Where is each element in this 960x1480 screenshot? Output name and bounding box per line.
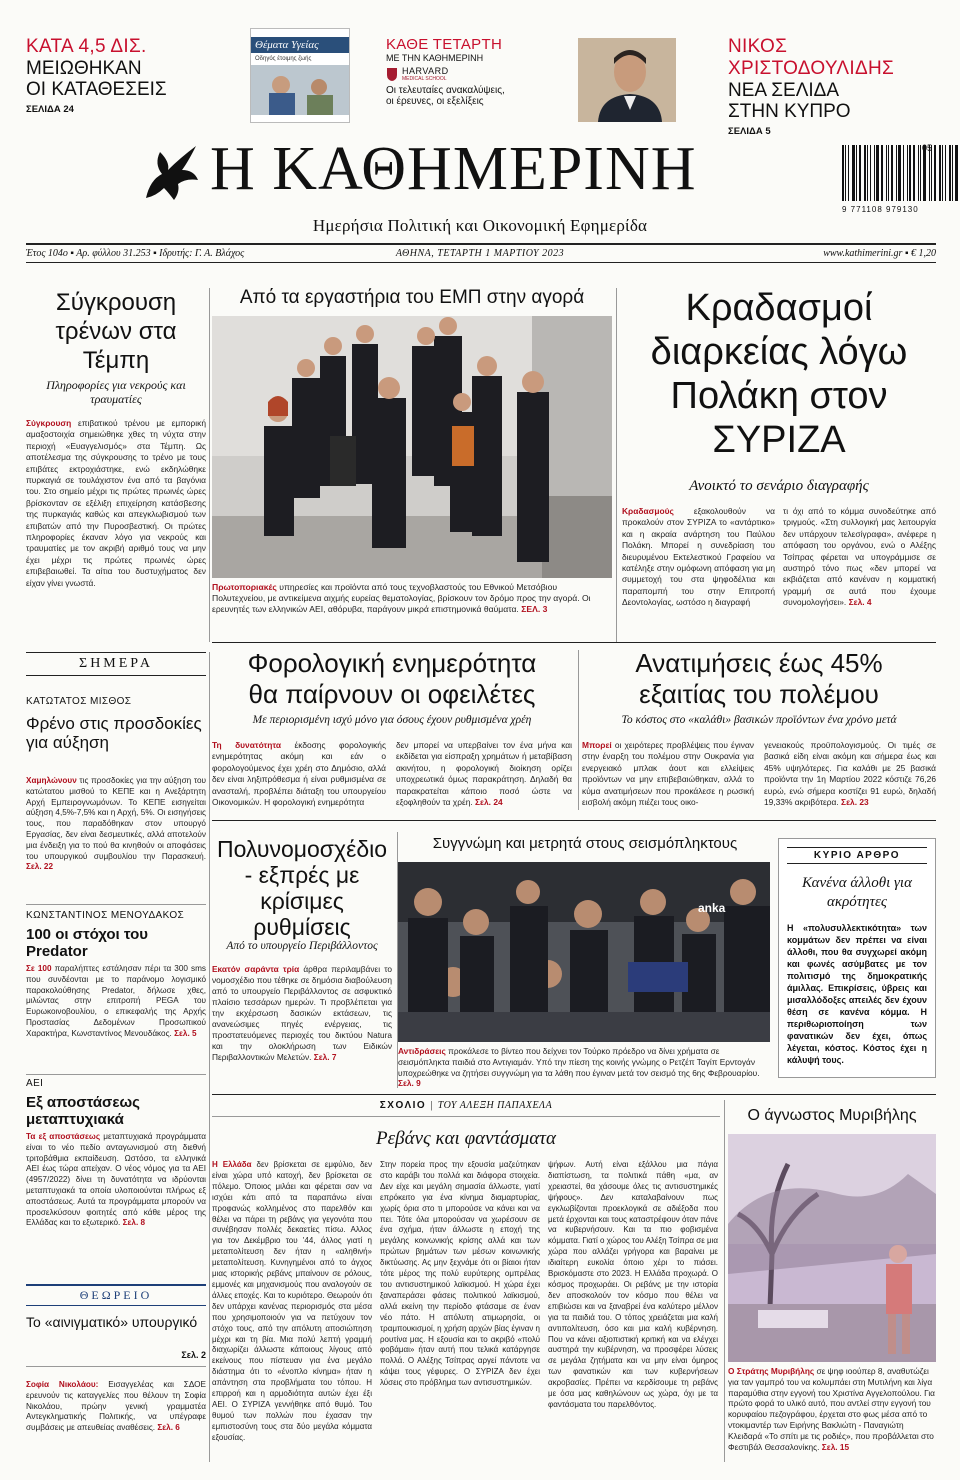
myrivilis-caption-lead: Ο Στράτης Μυριβήλης [728,1366,815,1376]
s3-body [26,1132,206,1270]
teaser-right-page: ΣΕΛΙΔΑ 5 [728,126,771,137]
bill-page[interactable]: Σελ. 7 [313,1052,337,1062]
myrivilis-image [728,1134,936,1362]
s2-text: παραλήπτες εστάλησαν πέρι τα 300 sms που συνδέονται με το παράνομο λογισμικό παρακολούθησης Predator, δήλωσε χθες, μιλώντας στην επιτροπή PEGA του Ευρωκοινοβουλίου, ο επικεφαλής της Αρχής Προστασίας Δεδομένων Προσωπικού Χαρακτήρα, Κωνσταντίνος Μενουδάκος. [26,964,206,1038]
info-left: Έτος 104ο ▪ Αρ. φύλλου 31.253 ▪ Ιδρυτής: Γ. Α. Βλάχος [26,248,245,259]
barcode-bar [867,145,868,201]
comment-col3-text: ψήφων. Αυτή είναι εξάλλου μια πάγια διαπίστωση, τα πολιτικά πάθη «μα, αν χρειαστεί, θα χάσουμε όλες τις αντισυστημικές ψήφους». Δεν καταλαβαίνουν πως εγκλωβίζονται προεκλογικά σε αδιέξοδα που μετά έρχονται και τους καταστρέφουν όταν πάνε να κυβερνήσουν. Και τα πιο φοβισμένα κόμματα. Γιατί ο χώρος του Αλέξη Τσίπρα σε μια χώρα που αλλάζει γρήγορα και βαραίνει με ιδιαίτερη ευκολία όποιο χέρι το πιάσει. Βρισκόμαστε στο 2023. Η Ελλάδα προχωρά. Ο κόσμος προχωράει. Οι ρεβάνς με την ιστορία δεν αποσκολούν τον κόσμο που θέλει να επιβιώσει και να ξαναβρεί ένα καλύτερο μέλλον για τα παιδιά του. Ο τόπος χρειάζεται μια καλή αντιπολίτευση, όσο και μια καλή κυβέρνηση. Που να κάνει αξιοπιστική κριτική και να ελέγχει αυστηρά την κυβέρνηση, να προσφέρει λύσεις σε μεγάλα ζητήματα και να μην είναι όμηρος των φανατικών και των κυβερνήσεων ακροβασίες. Πρέπει να κερδίσουμε τη ρεβάνς με όσα μας καθηλώνουν ως χώρα, όχι με τα φαντάσματα του παρελθόντος. [548,1160,718,1409]
info-date: ΑΘΗΝΑ, ΤΕΤΑΡΤΗ 1 ΜΑΡΤΙΟΥ 2023 [395,248,565,259]
polakis-col2 [783,506,936,640]
prices-deck: Το κόστος στο «καλάθι» βασικών προϊόντων ένα χρόνο μετά [621,714,897,726]
tax-page[interactable]: Σελ. 24 [475,797,503,808]
teaser-middle-line1: Οι τελευταίες ανακαλύψεις, [386,85,505,96]
s3-lead: Τα εξ αποστάσεως [26,1132,101,1141]
barcode-bar [842,145,844,201]
tax-headline-2: θα παίρνουν οι οφειλέτες [248,679,536,709]
barcode-bar [907,145,908,201]
barcode-bar [881,145,883,201]
editorial-headline: Κανένα άλλοθι για ακρότητες [802,875,912,910]
tax-deck: Με περιορισμένη ισχύ μόνο για όσους έχουν ρυθμισμένα χρέη [252,714,532,726]
teaser-right[interactable] [728,36,938,137]
barcode-bar [945,145,946,201]
emp-caption-lead: Πρωτοποριακές [212,582,277,592]
barcode-bar [848,145,849,201]
s3-text: μεταπτυχιακά προγράμματα είναι το νέο πεδίο ανταγωνισμού στη διεθνή τριτοβάθμια εκπαίδευση. Ωστόσο, τα ελληνικά ΑΕΙ έως τώρα απείχαν. Ο νέος νόμος για τα ΑΕΙ (4957/2022) δίνει τη δυνατότητα να ιδρύονται μεταπτυχιακά τα οποία υλοποιούνται πλήρως εξ αποστάσεως. Αυτά τα προγράμματα μπορούν να προσελκύσουν φοιτητές από κάθε μέρος της Ελλάδας και το εξωτερικό. [26,1132,206,1228]
prices-headline-2: εξαιτίας του πολέμου [639,679,879,709]
barcode [838,145,936,230]
tax-col2 [396,740,572,810]
s4-page[interactable]: Σελ. 2 [181,1350,206,1360]
comment-author: ΤΟΥ ΑΛΕΞΗ ΠΑΠΑΧΕΛΑ [437,1100,553,1111]
bill-headline[interactable]: Πολυνομοσχέδιο - εξπρές με κρίσιμες ρυθμίσεις [216,836,388,940]
s1-text: τις προσδοκίες για την αύξηση του κατώτατου μισθού το ΚΕΠΕ και η Ανεξάρτητη Αρχή Εμπειρογνωμόνων. Το ΚΕΠΕ εισηγείται αύξηση 4,5%-7,5% και η Αρχή, 5%. Οι εισηγήσεις τους, που παραδόθηκαν στον υπουργό Εργασίας, δεν είναι δεσμευτικές, αλλά αποτελούν μια ένδειξη για το πού θα κινηθούν οι αποφάσεις του υπουργικού συμβουλίου την Παρασκευή. [26,776,206,861]
teaser-middle-red: ΚΑΘΕ ΤΕΤΑΡΤΗ [386,36,503,53]
tax-col2-text: δεν μπορεί να υπερβαίνει τον ένα μήνα και εκδίδεται για είσπραξη χρημάτων ή μεταβίβαση ακινήτου, η φορολογική διοίκηση ορίζει υποχρεωτικά όμως παρακράτηση. Δηλαδή θα παρακρατείται κάποιο ποσό ώστε να εξοφληθούν τα χρέη. [396,740,572,808]
quake-caption [398,1046,770,1089]
tempi-text: επιβατικού τρένου με εμπορική αμαξοστοιχία σημειώθηκε χθες τη νύχτα στην περιοχή «Ευαγγελισμός» στα Τέμπη. Ως αποτέλεσμα της σύγκρουσης το τρένο με τους επιβάτες εκτροχιάστηκε, ενώ εκδηλώθηκε πυρκαγιά σε τουλάχιστον ένα από τα βαγόνια του. Στο σημείο μέχρι τις πρώτες πρωινές ώρες βρίσκονταν σε εξέλιξη επιχείρηση κατάσβεσης της πυρκαγιάς καθώς και απεγκλωβισμού των επιβατών από την Πυροσβεστική. Οι πρώτες πληροφορίες έκαναν λόγο για νεκρούς και τραυματίες με τον ακριβή αριθμό τους να μην έχει μέχρι τις πρώτες πρωινές ώρες επιβεβαιωθεί. Τα αίτια του δυστυχήματος δεν είχαν γίνει γνωστά. [26,418,206,588]
quake-caption-page[interactable]: Σελ. 9 [398,1078,421,1089]
bill-body [212,964,392,1084]
emp-caption [212,582,612,615]
barcode-bar [942,145,943,201]
teaser-middle[interactable] [386,36,556,107]
barcode-bar [856,145,857,201]
barcode-bar [918,145,919,201]
myrivilis-title[interactable]: Ο άγνωστος Μυριβήλης [747,1107,917,1124]
teaser-middle-small: ΜΕ ΤΗΝ ΚΑΘΗΜΕΡΙΝΗ [386,53,484,63]
comment-kicker-row: ΣΧΟΛΙΟ | ΤΟΥ ΑΛΕΞΗ ΠΑΠΑΧΕΛΑ [379,1100,553,1111]
barcode-bar [913,145,915,201]
tax-lead: Τη δυνατότητα [212,740,281,750]
barcode-bar [870,145,871,201]
barcode-bar [929,145,930,201]
tempi-body [26,418,206,640]
magazine-text: Οδηγός έτοιμης ζωής [255,56,312,62]
myrivilis-caption [728,1366,936,1452]
barcode-bar [845,145,846,201]
s1-lead: Χαμηλώνουν [26,776,77,785]
magazine-title: Θέματα Υγείας [251,37,349,53]
magazine-photo [251,65,350,115]
magazine-cover[interactable] [250,28,350,123]
comment-col2-text: Στην πορεία προς την εξουσία μαζεύτηκαν στο καράβι του πολλά και διάφορα στοιχεία. Δεν είχε και μεγάλη σημασία άλλωστε, γιατί επρόκειτο για ένα κίνημα διαμαρτυρίας, χωρίς όρια στο τι μπορούσε να κάνει και να πει. Τότε όλα μπορούσαν να χωρέσουν σε ένα σχήμα, ήταν άλλωστε η εποχή της μεγάλης κοινωνικής κρίσης αλλά και των πρώτων βημάτων των μέσων κοινωνικής δικτύωσης. Ας μην ξεχνάμε ότι οι βίαιοι ήταν τότε μέρος της πολύ ευρύτερης ομπρέλας του αντισυστημικού λαϊκισμού. Η χώρα έχει ξαναπεράσει φάσεις πολιτικού λαϊκισμού, αλλά εκείνη την περίοδο φτάσαμε σε έναν νέο πάτο. Η απόλυτη ατιμωρησία, οι τραμπουκισμοί, η χρήση αρχών βίας έγιναν η ρουτίνα μας. Η εξουσία και το ακριβό «πολύ φοβάμαι» ήταν αυτή που τελικά κατάργησε πολλά. Ο Αλέξης Τσίπρας αργεί πάντοτε να κάψει τους γέφυρες. Ο ΣΥΡΙΖΑ δεν έχει λύσεις στο πρόβλημα των αντισυστημικών. [380,1160,540,1388]
barcode-bar [876,145,879,201]
prices-col1 [582,740,754,810]
barcode-bar [891,145,893,201]
tax-headline-1: Φορολογική ενημερότητα [247,648,537,678]
today-label: ΣΗΜΕΡΑ [26,652,206,676]
prices-lead: Μπορεί [582,740,612,750]
comment-col3 [548,1160,718,1460]
s2-kicker: ΚΩΝΣΤΑΝΤΙΝΟΣ ΜΕΝΟΥΔΑΚΟΣ [26,910,185,921]
barcode-bar [888,145,889,201]
emp-title[interactable]: Από τα εργαστήρια του ΕΜΠ στην αγορά [239,287,585,308]
s5-text: Εισαγγελέας και ΣΔΟΕ ερευνούν τις καταγγελίες που θέλουν τη Σοφία Νικολάου, πρώην γενική γραμματέα Αντεγκληματικής Πολιτικής, να υπέγραφε συμβάσεις με απευθείας αναθέσεις. [26,1380,206,1433]
polakis-col1 [622,506,775,640]
s2-body [26,964,206,1064]
s2-headline[interactable]: 100 οι στόχοι του Predator [26,926,149,960]
comment-kicker: ΣΧΟΛΙΟ [379,1100,427,1111]
barcode-bar [886,145,887,201]
polakis-col1-text: εξακολουθούν να προκαλούν στον ΣΥΡΙΖΑ το «αντάρτικο» και η ακραία ανάρτηση του Παύλου Πολάκη. Μπορεί η συνεδρίαση του διευρυμένου Εκτελεστικού Γραφείου να κατέληξε στην ομόφωνη απόφαση για μη συμμετοχή του στα ψηφοδέλτια και παραπομπή του στην Επιτροπή Δεοντολογίας, ωστόσο η διαγραφή [622,506,775,608]
comment-lead: Η Ελλάδα [212,1160,252,1169]
s3-page[interactable]: Σελ. 8 [122,1218,146,1228]
quake-title[interactable]: Συγγνώμη και μετρητά στους σεισμόπληκτους [432,835,738,852]
info-right[interactable]: www.kathimerini.gr ▪ € 1,20 [823,248,936,259]
masthead-title[interactable]: Η ΚΑΘΗΜΕΡΙΝΗ [210,135,697,203]
polakis-col2-text: τι όχι από το κόμμα συνοδεύτηκε από τριγμούς. «Στη συλλογική μας λειτουργία δεν υπάρχουν τελεσίγραφα», ανέφερε η απόφαση του οργάνου, ενώ ο Αλέξης Τσίπρας φέρεται να υπογράμμισε σε αυστηρό τόνο πως «δεν μπορεί να εκβιάζεται από κανέναν η κομματική γραμμή σε αυτά που έχουμε συνομολογήσει». [783,506,936,608]
myrivilis-caption-text: σε ψηφ ιοούπερ 8, αναθυτώζει για ταν γαμπρό του να κολυμπάει στη Μυτιλήνη και λίγα παραμύθια στην εγγονή του Χριστίνα Αγγελοπούλου. Για πρώτο φορά το υλικό αυτό, που αντλεί στην εγγονή του κορυφαίου πεζογράφου, έρχεται στο φως μέσα από το ντοκιμαντέρ των Ειρήνης Βακλιώτη - Παναγιώτη Κλειδαρά «Το σπίτι με τις ροδιές», που προβάλλεται στο Φεστιβάλ Θεσσαλονίκης. [728,1366,935,1452]
griffin-logo-icon [140,140,202,206]
emp-photo[interactable] [212,316,612,578]
barcode-bar [920,145,921,201]
prices-headline-1: Ανατιμήσεις έως 45% [635,648,883,678]
tempi-lead: Σύγκρουση [26,418,72,428]
polakis-deck: Ανοικτό το σενάριο διαγραφής [689,478,869,494]
comment-col1-text: δεν βρίσκεται σε εμφύλιο, δεν είναι χώρα υπό κατοχή, δεν βρίσκεται σε πόλεμο. Όποιος μιλάει και φέρεται σαν να ισχύει κάτι από τα παραπάνω είναι προφανώς κολλημένος στο παρελθόν και θέλει να πάρει τη ρεβάνς για γεγονότα που συνέβησαν πολλές δεκαετίες πίσω. Αλλος για τον Δεκέμβριο του '44, άλλος γιατί η μεταπολίτευση δεν ήταν η «αληθινή» μεταπολίτευση. Κυνηγημένοι από το άγχος μιας ιστορικής ρεβάνς μπαίνουν σε ρόλους, εμμονές και μηχανισμούς που αναλογούν σε άλλες εποχές. Και το κυριότερο. Θεωρούν ότι δεν υπάρχει κανένας περιορισμός στα μέσα που χρησιμοποιούν για να πετύχουν τον στόχο τους, από την απόλυτη αποσιώπηση μέχρι και τη βία. Μια πολύ λεπτή γραμμή διαχωρίζει άλλωστε κάποιους λίγους από εκείνους που πίστευαν για ένα μεγάλο διάστημα ότι το «ένοπλο κίνημα» ήταν η απάντηση στα προβλήματα του τόπου. Η επιρροή και η αρμοδιότητα αυτών έχει έξι ΑΕΙ. Ο ΣΥΡΙΖΑ γεννήθηκε από θυμό. Του θυμού των πολλών που έχασαν την εμπιστοσύνη τους στα δύο μεγάλα κόμματα εξουσίας. [212,1160,372,1442]
prices-headline[interactable] [582,648,936,710]
polakis-page[interactable]: Σελ. 4 [848,597,872,608]
s1-kicker: ΚΑΤΩΤΑΤΟΣ ΜΙΣΘΟΣ [26,696,132,707]
tax-col1-text: έκδοσης φορολογικής ενημερότητας ακόμη και εάν ο φορολογούμενος έχει χρέη στο Δημόσιο, αλλά δεν είναι ληξιπρόθεσμα ή είναι ρυθμισμένα σε ανασταλή, προβλέπει διάταξη του υπουργείου Οικονομικών. Η φορολογική ενημερότητα [212,740,386,808]
teaser-left-line2: ΟΙ ΚΑΤΑΘΕΣΕΙΣ [26,79,167,100]
editorial-kicker: ΚΥΡΙΟ ΑΡΘΡΟ [787,847,927,864]
tempi-deck: Πληροφορίες για νεκρούς και τραυματίες [46,378,186,406]
teaser-left-red: ΚΑΤΑ 4,5 ΔΙΣ. [26,36,147,57]
barcode-bar [896,145,897,201]
barcode-bars [842,145,960,201]
myrivilis-page[interactable]: Σελ. 15 [821,1441,850,1452]
christodoulides-photo[interactable] [578,38,676,122]
barcode-bar [923,145,926,201]
comment-col2 [380,1160,540,1460]
masthead-subtitle: Ημερήσια Πολιτική και Οικονομική Εφημερίδα [312,216,648,235]
barcode-bar [931,145,932,201]
teaser-left-line1: ΜΕΙΩΘΗΚΑΝ [26,58,142,79]
emp-caption-text: υπηρεσίες και προϊόντα από τους τεχνοβλαστούς του Εθνικού Μετσόβιου Πολυτεχνείου, με αντικείμενα αιχμής ευρείας θεματολογίας, βρίσκουν τον δρόμο προς την αγορά. Οι ερευνητές των ελληνικών ΑΕΙ, αθόρυβα, παράγουν μικρά επιστημονικά θαύματα. [212,582,591,614]
s1-page[interactable]: Σελ. 22 [26,862,54,872]
teaser-middle-line2: οι έρευνες, οι εξελίξεις [386,96,484,107]
tax-headline[interactable] [212,648,572,710]
s1-headline[interactable]: Φρένο στις προσδοκίες για αύξηση [26,714,202,752]
barcode-bar [874,145,875,201]
barcode-bar [952,145,953,201]
s5-body [26,1380,206,1454]
barcode-bar [864,145,866,201]
harvard-shield-icon [386,67,398,81]
quake-caption-lead: Αντιδράσεις [398,1046,446,1056]
quake-photo[interactable] [398,862,770,1042]
portrait-image [578,38,676,122]
teaser-right-line2: ΣΤΗΝ ΚΥΠΡΟ [728,101,851,122]
s2-lead: Σε 100 [26,964,52,973]
tempi-headline[interactable]: Σύγκρουση τρένων στα Τέμπη [55,289,177,374]
barcode-number: 9 771108 979130 [842,205,919,214]
tax-col1 [212,740,386,810]
s3-headline[interactable]: Εξ αποστάσεως μεταπτυχιακά [26,1094,140,1128]
barcode-bar [949,145,951,201]
editorial-body: Η «πολυσυλλεκτικότητα» των κομμάτων δεν πρέπει να είναι άλλοθι, που θα συγχωρεί ακόμη και φωνές ασύμβατες με τον πολιτισμό της δημοκρατικής άμιλλας. Επικρίσεις, ύβρεις και μισαλλόδοξες απειλές δεν έχουν θέση σε κανένα κόμμα. Η περιθωριοποίηση των φανατικών δεν έχει, όπως λέγεται, κόστος. Κόστος έχει η κάλυψή τους. [787,923,927,1065]
editorial-box[interactable] [778,838,936,1078]
bill-deck: Από το υπουργείο Περιβάλλοντος [226,940,378,952]
barcode-bar [859,145,861,201]
barcode-bar [898,145,901,201]
quake-watermark: anka [698,901,726,915]
s2-page[interactable]: Σελ. 5 [174,1028,197,1038]
comment-headline[interactable]: Ρεβάνς και φαντάσματα [376,1128,556,1149]
barcode-issue: 05 [921,143,932,153]
quake-caption-text: προκάλεσε το βίντεο που δείχνει τον Τούρκο πρόεδρο να δίνει χρήματα σε σεισμόπληκτα παιδιά στο Αντιγιαμάν. Υπό την πίεση της κοινής γνώμης ο Ρετζέπ Ταγίπ Ερντογάν υποχρεώθηκε να ζητήσει συγγνώμη για τα λάθη που έγιναν μετά τον σεισμό της 6ης Φεβρουαρίου. [398,1046,760,1078]
harvard-brand: HARVARD [402,66,449,76]
s5-page[interactable]: Σελ. 6 [157,1423,180,1433]
s3-kicker: ΑΕΙ [26,1078,44,1089]
myrivilis-photo[interactable] [728,1134,936,1362]
teaser-left[interactable] [26,36,196,115]
bill-text: άρθρα περιλαμβάνει το νομοσχέδιο που τέθηκε σε δημόσια διαβούλευση από το υπουργείο Περιβάλλοντος σε ασφυκτικό πλαίσιο τεσσάρων ημερών. Τι προβλέπεται για την εκχέρσωση δασικών εκτάσεων, τις ανανεώσιμες πηγές ενέργειας, τις προστατευόμενες περιοχές του δικτύου Natura και την ολοκλήρωση των Ειδικών Περιβαλλοντικών Μελετών. [212,964,392,1062]
s1-body [26,776,206,902]
emp-caption-page[interactable]: ΣΕΛ. 3 [521,604,548,614]
teaser-right-red: ΝΙΚΟΣ ΧΡΙΣΤΟΔΟΥΛΙΔΗΣ [728,36,895,79]
s5-lead: Σοφία Νικολάου: [26,1380,99,1389]
teaser-left-page: ΣΕΛΙΔΑ 24 [26,104,74,115]
prices-col2 [764,740,936,810]
prices-col1-text: οι χειρότερες προβλέψεις που έγιναν στην έναρξη του πολέμου στην Ουκρανία για ενεργειακό μπλακ άουτ και ελλείψεις προϊόντων να μην επιβεβαιώθηκαν, αλλά το κύμα ανατιμήσεων που προκάλεσε η ρωσική εισβολή ακόμη πιέζει τους οικο- [582,740,754,808]
erdogan-crowd-image [398,862,770,1042]
prices-col2-text: γενειακούς προϋπολογισμούς. Οι τιμές σε βασικά είδη είναι ακόμη και σήμερα έως και 45% υψηλότερες. Για καλάθι με 25 βασικά προϊόντα την 1η Μαρτίου 2022 κόστιζε 76,26 ευρώ, ενώ σήμερα κοστίζει 91 ευρώ, δηλαδή 19,33% ακριβότερα. [764,740,936,808]
barcode-bar [909,145,911,201]
barcode-bar [955,145,958,201]
emp-group-image [212,316,612,578]
polakis-lead: Κραδασμούς [622,506,674,516]
theoreio-label: ΘΕΩΡΕΙΟ [26,1284,206,1306]
comment-col1 [212,1160,372,1460]
barcode-bar [852,145,855,201]
bill-lead: Εκατόν σαράντα τρία [212,964,300,974]
teaser-right-line1: ΝΕΑ ΣΕΛΙΔΑ [728,80,840,101]
harvard-sub: MEDICAL SCHOOL [402,76,447,82]
barcode-bar [903,145,904,201]
barcode-bar [934,145,936,201]
barcode-bar [939,145,941,201]
prices-page[interactable]: Σελ. 23 [841,797,869,808]
polakis-headline[interactable]: Κραδασμοί διαρκείας λόγω Πολάκη στον ΣΥΡΙΖΑ [650,287,908,461]
s4-headline[interactable]: Το «αινιγματικό» υπουργικό [26,1314,198,1330]
